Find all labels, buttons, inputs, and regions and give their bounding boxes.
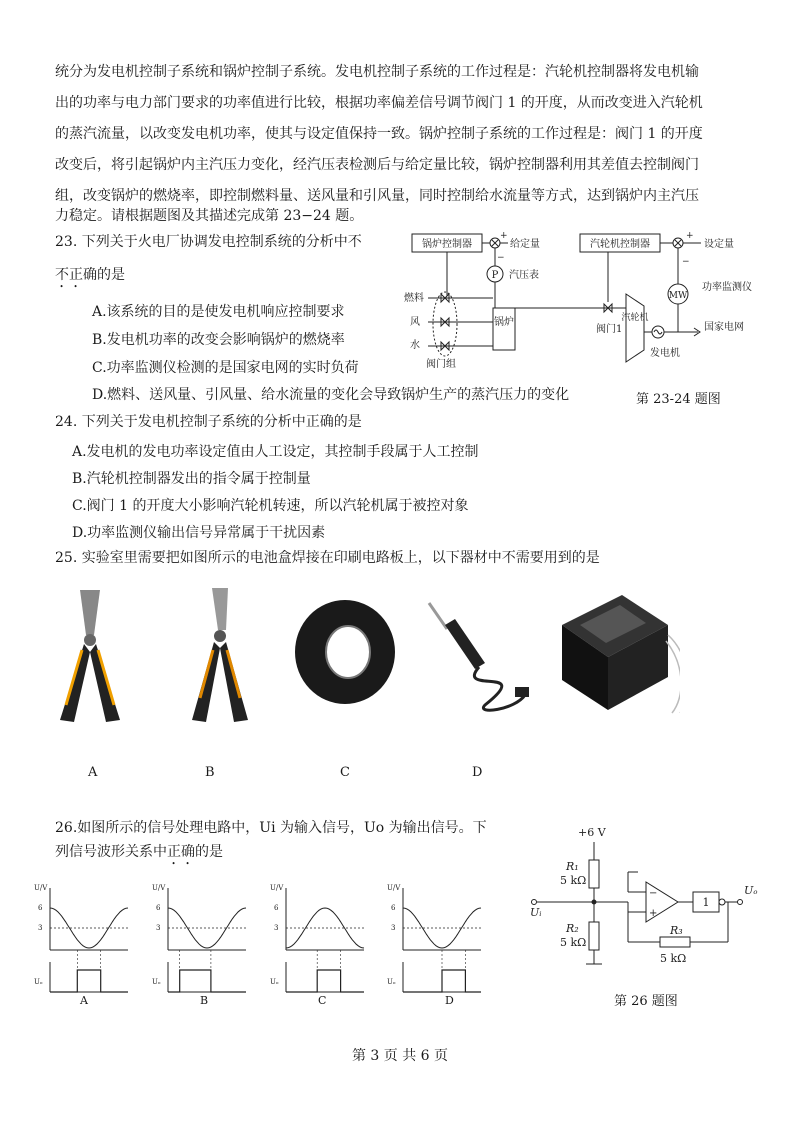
r3-label: R₃ — [670, 924, 683, 937]
q25-label-d: D — [472, 765, 483, 780]
q24-option-c: C.阀门 1 的开度大小影响汽轮机转速，所以汽轮机属于被控对象 — [72, 498, 469, 514]
input-sine-wave — [403, 908, 481, 948]
q26-label-d: D — [445, 994, 454, 1007]
q26-label-c: C — [318, 994, 327, 1007]
q25-label-b: B — [205, 765, 215, 780]
tick-6: 6 — [156, 904, 161, 912]
turbine-shape — [626, 294, 644, 362]
output-pulse-wave — [50, 970, 128, 992]
r1-label: R₁ — [566, 860, 579, 873]
output-pulse-wave — [403, 970, 481, 992]
r3-value: 5 kΩ — [660, 952, 687, 965]
y-axis-label: U/V — [270, 884, 284, 892]
generator-label: 发电机 — [650, 348, 680, 359]
tick-6: 6 — [274, 904, 279, 912]
waveform-graph-a — [32, 880, 132, 995]
q23-option-c: C.功率监测仪检测的是国家电网的实时负荷 — [92, 360, 359, 376]
tick-6: 6 — [391, 904, 396, 912]
uo-axis-label: Uₒ — [387, 978, 396, 986]
waveform-graph-b — [150, 880, 250, 995]
vcc-label: +6 V — [578, 826, 606, 839]
not-gate-label: 1 — [702, 896, 710, 909]
waveform-graph-d — [385, 880, 485, 995]
tick-3: 3 — [156, 924, 161, 932]
pliers-image — [170, 580, 270, 730]
plus-sign-2: + — [686, 231, 694, 241]
output-pulse-wave — [286, 970, 364, 992]
intro-line-6: 力稳定。请根据题图及其描述完成第 23−24 题。 — [55, 208, 364, 224]
input-sine-wave — [50, 908, 128, 948]
intro-line-1: 统分为发电机控制子系统和锅炉控制子系统。发电机控制子系统的工作过程是：汽轮机控制器将发电机输 — [55, 64, 699, 80]
ui-terminal — [532, 900, 537, 905]
input-sine-wave — [286, 908, 364, 948]
boiler-box — [493, 308, 515, 350]
q24-option-a: A.发电机的发电功率设定值由人工设定，其控制手段属于人工控制 — [72, 444, 479, 460]
given-label: 给定量 — [510, 239, 540, 250]
q25-stem: 25. 实验室里需要把如图所示的电池盒焊接在印刷电路板上，以下器材中不需要用到的是 — [55, 550, 600, 566]
uo-terminal — [738, 900, 743, 905]
y-axis-label: U/V — [387, 884, 401, 892]
intro-line-2: 出的功率与电力部门要求的功率值进行比较，根据功率偏差信号调节阀门 1 的开度，从而改变进入汽轮机 — [55, 95, 703, 111]
opamp-plus: + — [649, 908, 658, 919]
pressure-gauge-symbol: P — [491, 270, 499, 281]
ui-label: Uᵢ — [530, 906, 542, 919]
tick-6: 6 — [38, 904, 43, 912]
intro-line-5: 组，改变锅炉的燃烧率，即控制燃料量、送风量和引风量，同时控制给水流量等方式，达到锅炉内主汽压 — [55, 188, 699, 204]
r1-value: 5 kΩ — [560, 874, 587, 887]
power-plant-diagram — [398, 226, 758, 386]
valve-group-label: 阀门组 — [426, 359, 456, 370]
intro-line-3: 的蒸汽流量，以改变发电机功率，使其与设定值保持一致。锅炉控制子系统的工作过程是：阀门 1 的开度 — [55, 126, 703, 142]
q24-stem: 24. 下列关于发电机控制子系统的分析中正确的是 — [55, 414, 362, 430]
wire-stripper-image — [40, 580, 140, 730]
boiler-label: 锅炉 — [494, 317, 514, 328]
uo-axis-label: Uₒ — [152, 978, 161, 986]
plus-sign-1: + — [500, 231, 508, 241]
resistor-r1 — [589, 860, 599, 888]
water-label: 水 — [410, 340, 420, 351]
tick-3: 3 — [274, 924, 279, 932]
resistor-r2 — [589, 922, 599, 950]
q24-option-d: D.功率监测仪输出信号异常属于干扰因素 — [72, 525, 326, 541]
wind-label: 风 — [410, 317, 420, 328]
boiler-controller-label: 锅炉控制器 — [422, 239, 472, 250]
y-axis-label: U/V — [34, 884, 48, 892]
minus-sign-2: − — [682, 257, 690, 267]
q23-stem-cont: 不正确的是 — [55, 267, 125, 283]
q23-option-a: A.该系统的目的是使发电机响应控制要求 — [92, 304, 345, 320]
q23-option-b: B.发电机功率的改变会影响锅炉的燃烧率 — [92, 332, 345, 348]
turbine-controller-label: 汽轮机控制器 — [590, 239, 650, 250]
uo-label: Uₒ — [744, 884, 758, 897]
q25-label-c: C — [340, 765, 350, 780]
q25-label-a: A — [88, 765, 98, 780]
valve-1-label: 阀门1 — [596, 324, 623, 335]
y-axis-label: U/V — [152, 884, 166, 892]
tick-3: 3 — [38, 924, 43, 932]
fig-26-caption: 第 26 题图 — [614, 994, 678, 1009]
setpoint-label: 设定量 — [704, 239, 734, 250]
q23-stem: 23. 下列关于火电厂协调发电控制系统的分析中不 — [55, 234, 362, 250]
r2-label: R₂ — [566, 922, 579, 935]
not-gate-bubble — [719, 899, 725, 905]
q23-option-d: D.燃料、送风量、引风量、给水流量的变化会导致锅炉生产的蒸汽压力的变化 — [92, 387, 570, 403]
q26-label-a: A — [80, 994, 88, 1007]
fig-23-24-caption: 第 23-24 题图 — [636, 392, 721, 407]
fuel-label: 燃料 — [404, 293, 424, 304]
q26-label-b: B — [200, 994, 209, 1007]
resistor-r3 — [660, 937, 690, 947]
grid-label: 国家电网 — [704, 322, 744, 333]
intro-line-4: 改变后，将引起锅炉内主汽压力变化，经汽压表检测后与给定量比较，锅炉控制器利用其差值去控制阀门 — [55, 157, 699, 173]
tick-3: 3 — [391, 924, 396, 932]
uo-axis-label: Uₒ — [34, 978, 43, 986]
pressure-gauge-label: 汽压表 — [509, 270, 539, 281]
q24-option-b: B.汽轮机控制器发出的指令属于控制量 — [72, 471, 311, 487]
uo-axis-label: Uₒ — [270, 978, 279, 986]
minus-sign-1: − — [497, 253, 505, 263]
q26-stem: 26.如图所示的信号处理电路中，Ui 为输入信号，Uo 为输出信号。下 — [55, 820, 487, 836]
turbine-label: 汽轮机 — [621, 313, 649, 323]
r2-value: 5 kΩ — [560, 936, 587, 949]
output-pulse-wave — [168, 970, 246, 992]
electrical-tape-image — [290, 590, 400, 710]
power-monitor-label: 功率监测仪 — [702, 282, 752, 293]
soldering-iron-image — [415, 595, 545, 725]
opamp-minus: − — [649, 888, 658, 899]
q26-stem-cont: 列信号波形关系中正确的是 — [55, 844, 223, 860]
waveform-graph-c — [268, 880, 368, 995]
battery-box-image — [550, 585, 680, 715]
page-footer: 第 3 页 共 6 页 — [351, 1048, 449, 1064]
circuit-diagram — [528, 822, 778, 982]
input-sine-wave — [168, 908, 246, 948]
power-monitor-symbol: MW — [668, 291, 688, 301]
